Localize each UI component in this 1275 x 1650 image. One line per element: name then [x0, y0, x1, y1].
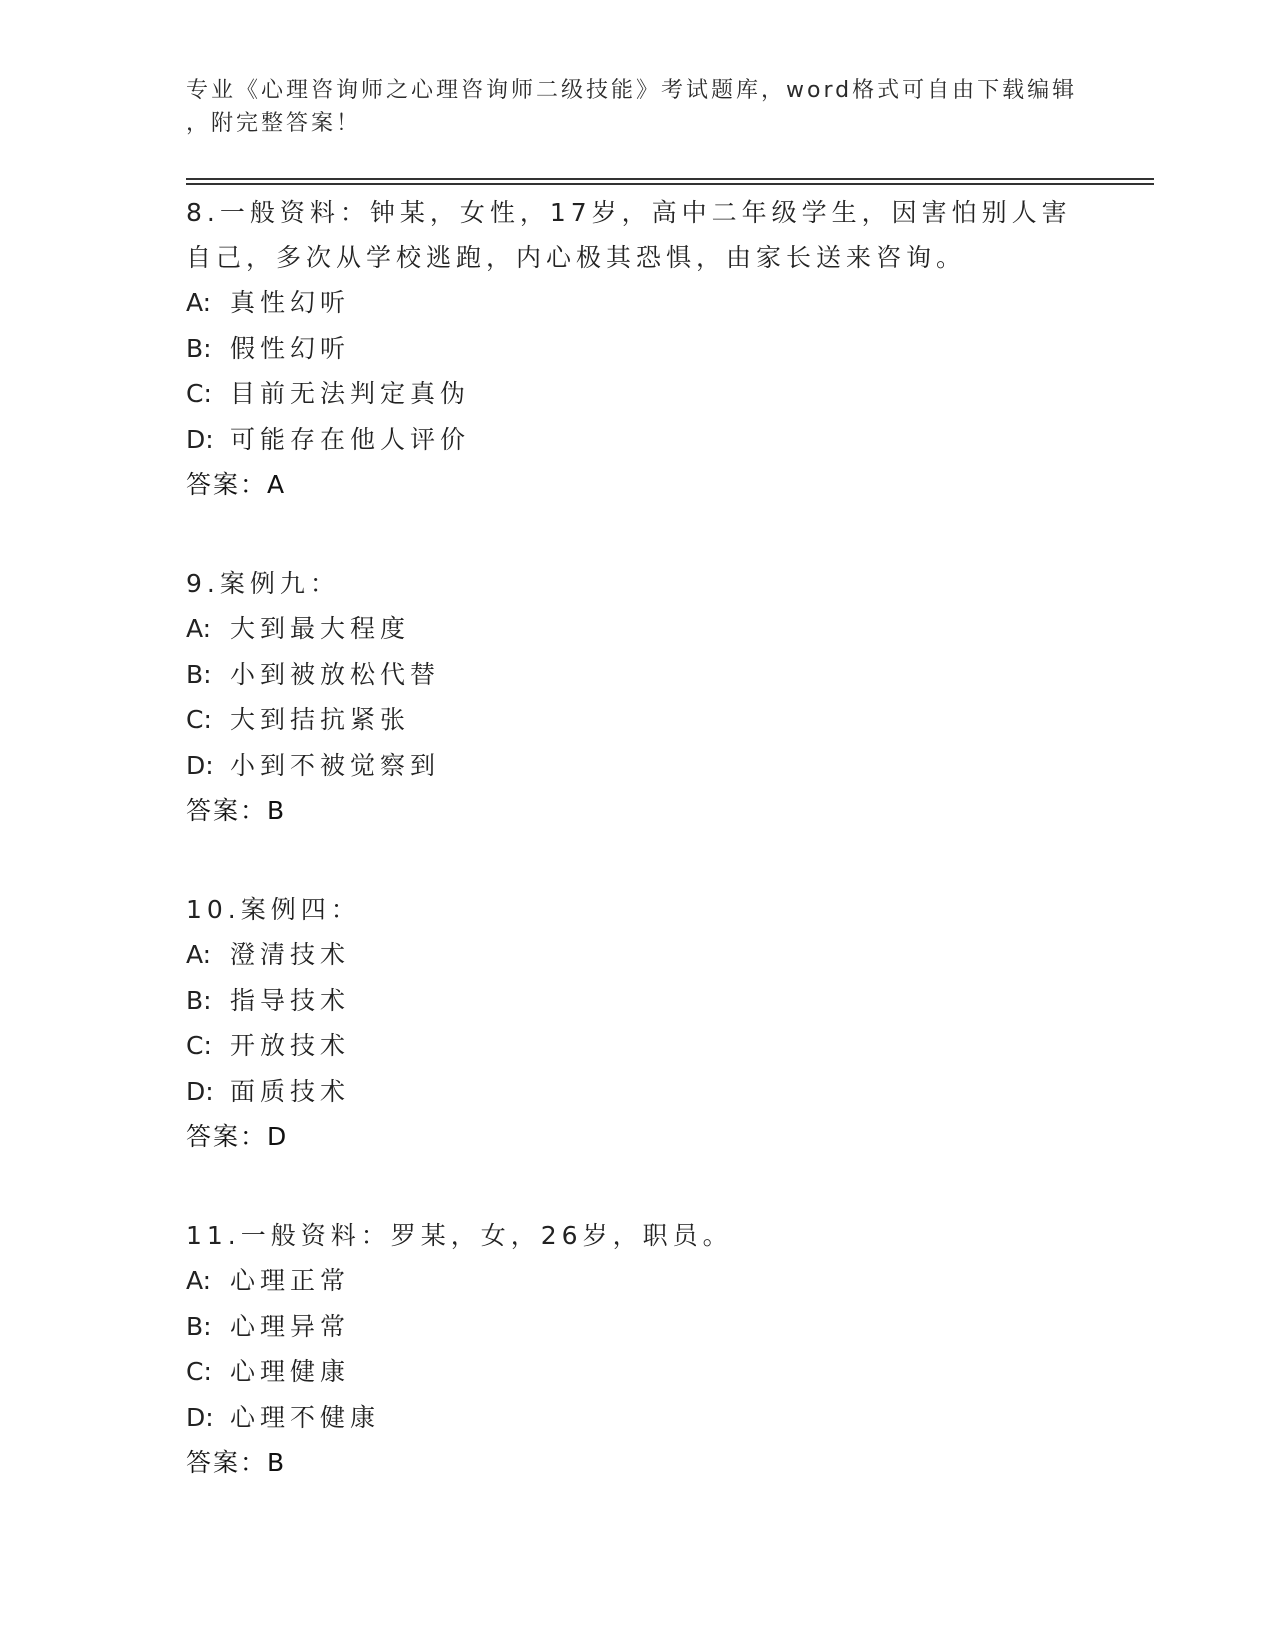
option-text: 指导技术	[230, 985, 351, 1015]
option-letter: D:	[186, 424, 214, 454]
question-8	[186, 190, 1086, 507]
option-text: 大到拮抗紧张	[230, 705, 411, 734]
option-text: 心理不健康	[230, 1402, 381, 1432]
answer-line: 答案：D	[186, 1122, 289, 1151]
option-d	[186, 417, 1086, 463]
answer-line: 答案：A	[186, 470, 287, 499]
option-b	[186, 652, 1086, 698]
option-letter: B:	[186, 659, 212, 689]
option-letter: A:	[186, 614, 212, 643]
option-text: 假性幻听	[230, 333, 351, 363]
option-d	[186, 743, 1086, 789]
question-stem: 9.案例九：	[186, 569, 340, 598]
header-title-line2: ，附完整答案！	[186, 111, 362, 136]
option-text: 真性幻听	[230, 288, 351, 317]
option-b	[186, 978, 1086, 1024]
option-letter: A:	[186, 288, 212, 317]
option-text: 可能存在他人评价	[230, 424, 471, 454]
question-stem: 8.一般资料：钟某，女性，17岁，高中二年级学生，因害怕别人害自己，多次从学校逃跑，内心极其恐惧，由家长送来咨询。	[186, 198, 1072, 272]
answer-line: 答案：B	[186, 1448, 287, 1477]
option-text: 目前无法判定真伪	[230, 379, 471, 408]
option-letter: C:	[186, 379, 212, 408]
option-text: 开放技术	[230, 1031, 351, 1060]
option-b	[186, 1304, 1086, 1350]
option-c	[186, 1349, 1086, 1395]
option-text: 澄清技术	[230, 940, 351, 969]
document-header	[186, 74, 1078, 140]
answer-line: 答案：B	[186, 796, 287, 825]
option-a	[186, 932, 1086, 978]
question-9	[186, 561, 1086, 833]
option-letter: C:	[186, 1031, 212, 1060]
option-letter: B:	[186, 985, 212, 1015]
question-11	[186, 1213, 1086, 1485]
question-list	[186, 190, 1086, 1539]
option-a	[186, 606, 1086, 652]
option-a	[186, 1258, 1086, 1304]
option-c	[186, 697, 1086, 743]
question-stem: 10.案例四：	[186, 895, 361, 924]
option-letter: B:	[186, 1311, 212, 1341]
option-d	[186, 1395, 1086, 1441]
option-letter: A:	[186, 940, 212, 969]
option-b	[186, 326, 1086, 372]
option-text: 小到被放松代替	[230, 659, 441, 689]
option-text: 心理异常	[230, 1311, 351, 1341]
option-c	[186, 371, 1086, 417]
option-a	[186, 280, 1086, 326]
option-text: 面质技术	[230, 1076, 351, 1106]
header-divider-bottom	[186, 183, 1154, 185]
option-text: 心理健康	[230, 1357, 351, 1386]
option-text: 大到最大程度	[230, 614, 411, 643]
option-d	[186, 1069, 1086, 1115]
question-stem: 11.一般资料：罗某，女，26岁，职员。	[186, 1221, 733, 1250]
option-text: 小到不被觉察到	[230, 750, 441, 780]
option-letter: D:	[186, 1076, 214, 1106]
option-letter: D:	[186, 1402, 214, 1432]
option-letter: D:	[186, 750, 214, 780]
option-text: 心理正常	[230, 1266, 351, 1295]
question-10	[186, 887, 1086, 1159]
option-letter: C:	[186, 705, 212, 734]
option-c	[186, 1023, 1086, 1069]
header-title-line1: 专业《心理咨询师之心理咨询师二级技能》考试题库，word格式可自由下载编辑	[186, 78, 1078, 103]
option-letter: B:	[186, 333, 212, 363]
header-divider-top	[186, 178, 1154, 180]
option-letter: A:	[186, 1266, 212, 1295]
option-letter: C:	[186, 1357, 212, 1386]
